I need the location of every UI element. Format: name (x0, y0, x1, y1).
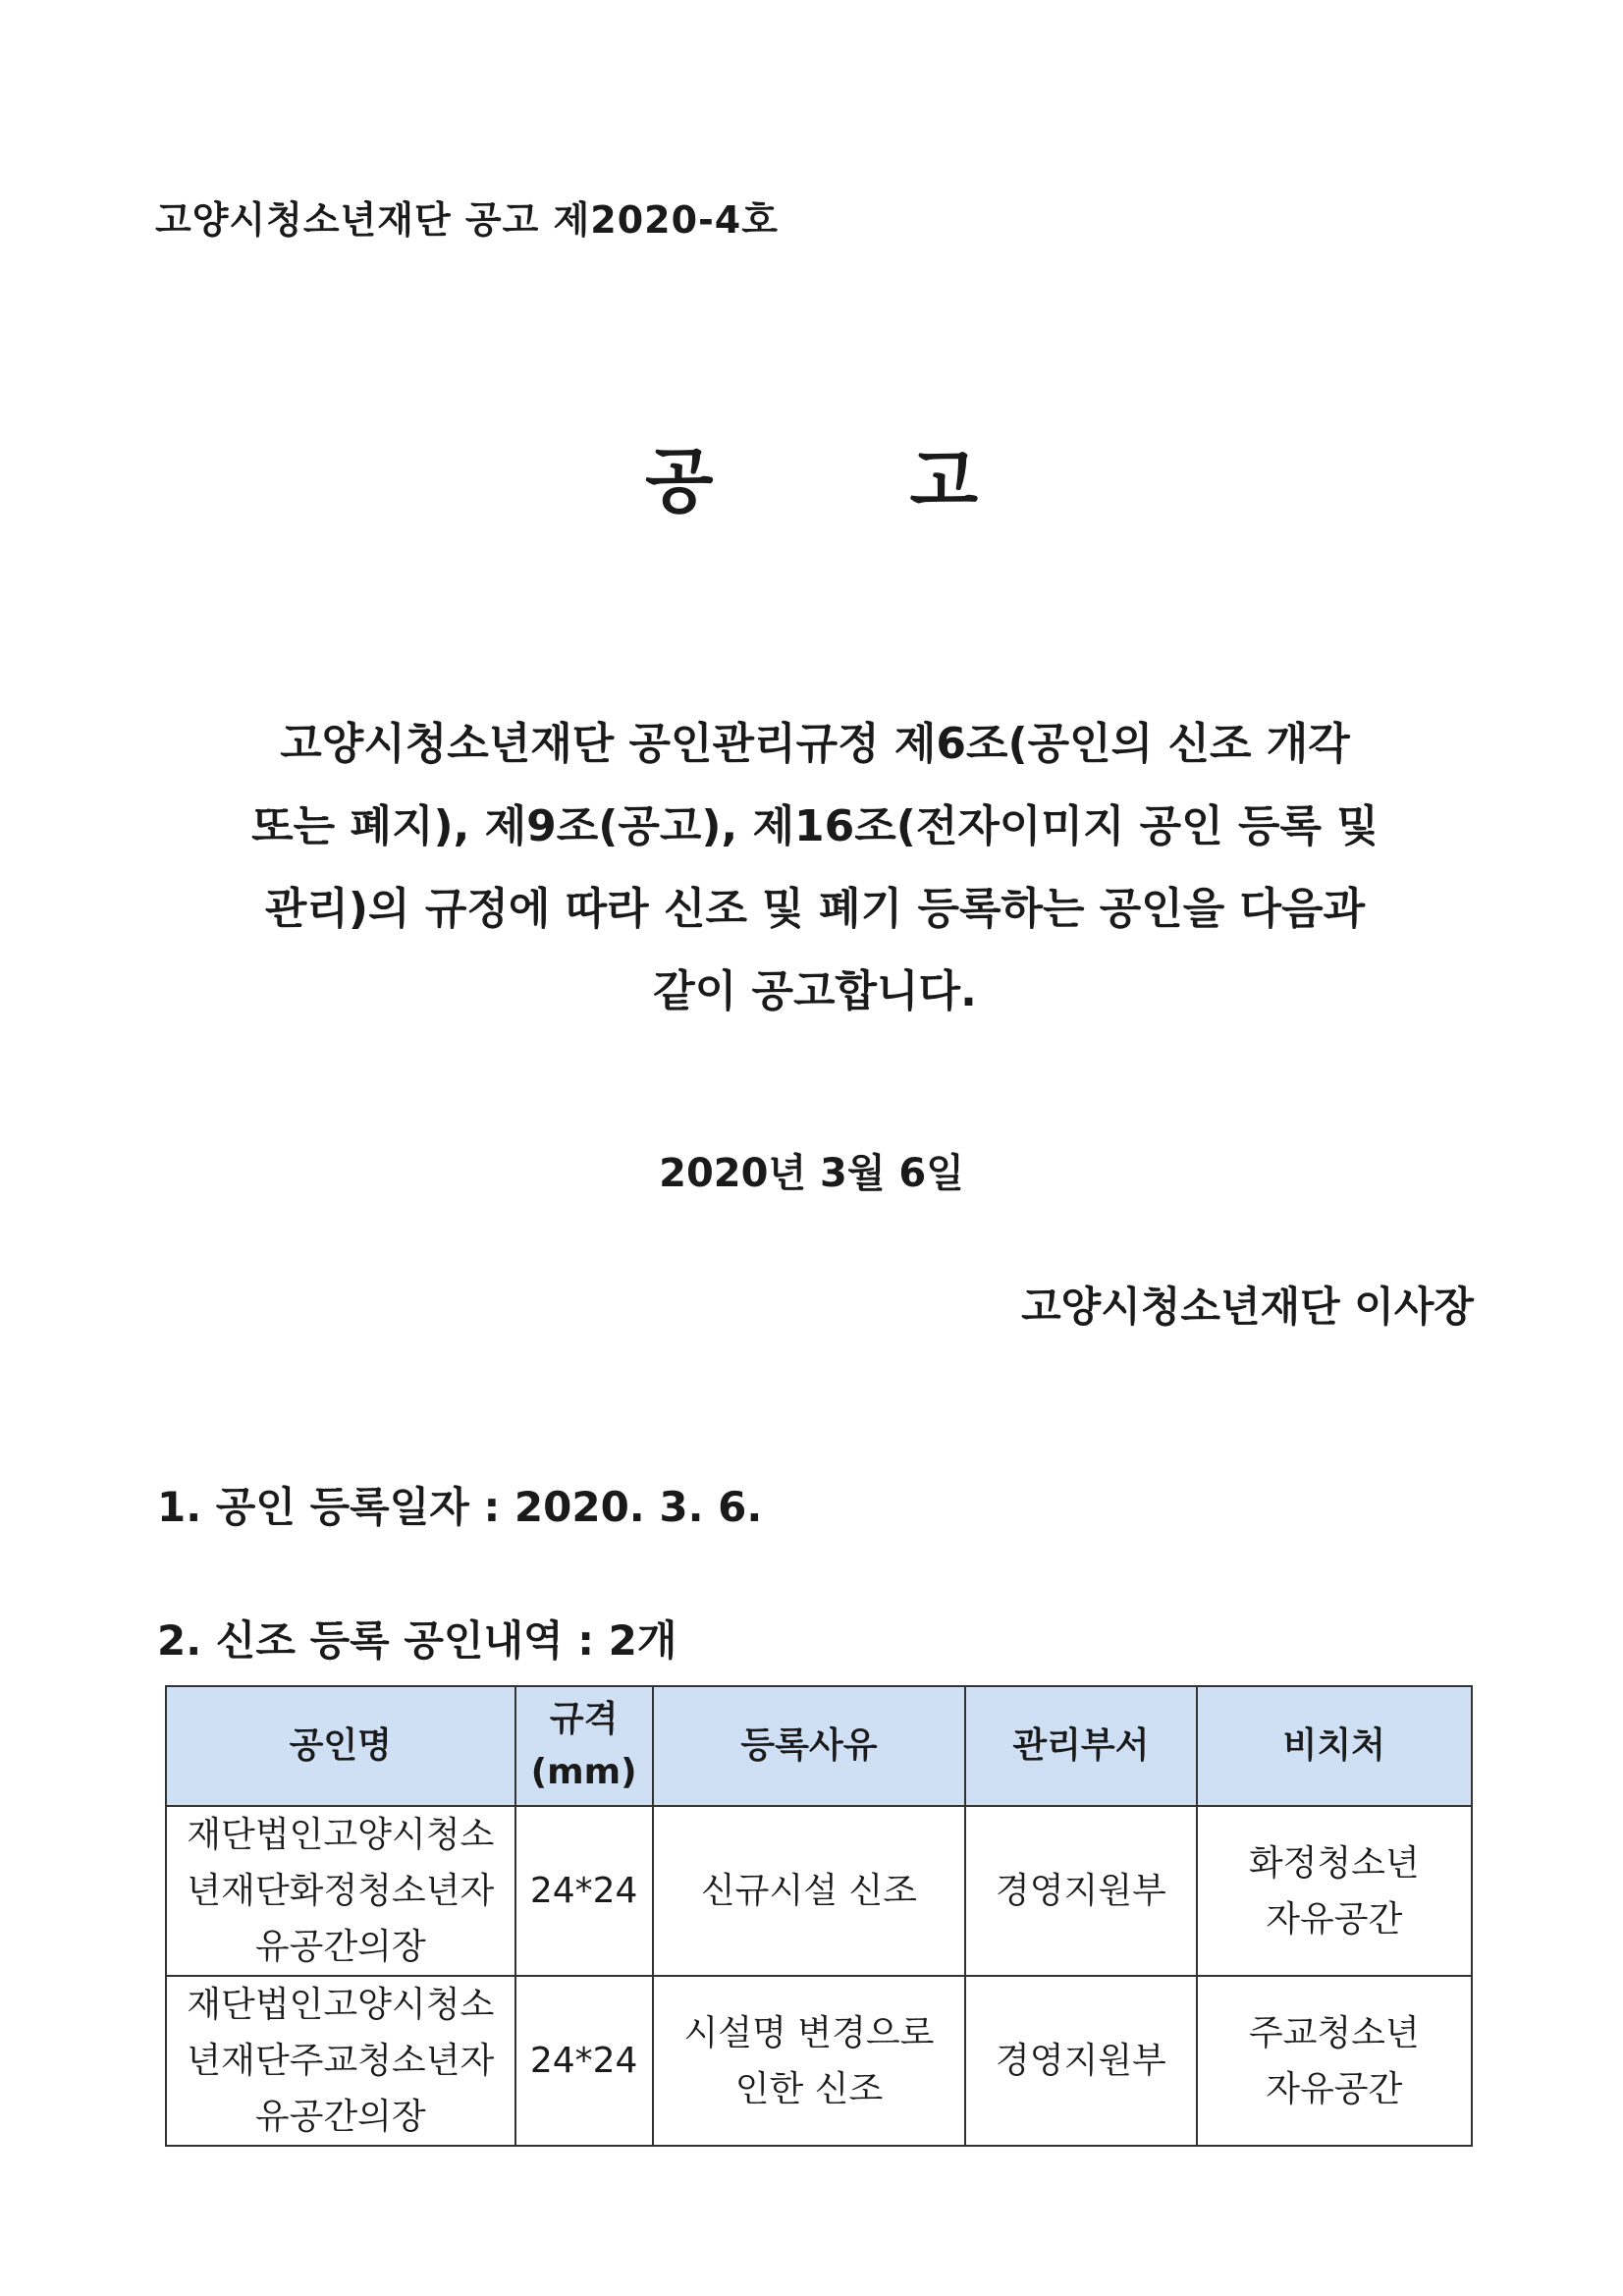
table-header-row (166, 1686, 1472, 1806)
seal-name-line: 재단법인고양시청소 (187, 1985, 495, 2025)
header-location: 비치처 (1197, 1686, 1472, 1806)
new-seal-list-item: 2. 신조 등록 공인내역 : 2개 (157, 1616, 677, 1665)
seal-registration-table (165, 1685, 1473, 2147)
location-line: 주교청소년 (1248, 2012, 1420, 2053)
header-size-unit: (mm) (530, 1752, 637, 1792)
registration-date-item: 1. 공인 등록일자 : 2020. 3. 6. (157, 1483, 763, 1531)
location-line: 자유공간 (1266, 1898, 1403, 1940)
reason-line: 인한 신조 (734, 2068, 884, 2109)
location-line: 자유공간 (1266, 2068, 1403, 2109)
reason-line: 신규시설 신조 (700, 1871, 918, 1911)
seal-name-line: 년재단주교청소년자 (187, 2041, 495, 2081)
announcement-body (157, 703, 1473, 1033)
body-line: 관리)의 규정에 따라 신조 및 폐기 등록하는 공인을 다음과 (264, 884, 1366, 934)
cell-seal-name (166, 1806, 515, 1976)
reason-line: 시설명 변경으로 (683, 2012, 935, 2053)
cell-location (1197, 1806, 1472, 1976)
cell-reason (653, 1806, 965, 1976)
header-size (515, 1686, 653, 1806)
announcement-date: 2020년 3월 6일 (659, 1151, 964, 1196)
announcement-number: 고양시청소년재단 공고 제2020-4호 (155, 198, 779, 242)
body-line: 고양시청소년재단 공인관리규정 제6조(공인의 신조 개각 (280, 719, 1350, 769)
cell-size: 24*24 (515, 1976, 653, 2146)
cell-size: 24*24 (515, 1806, 653, 1976)
cell-seal-name (166, 1976, 515, 2146)
signer: 고양시청소년재단 이사장 (1021, 1283, 1474, 1331)
header-seal-name: 공인명 (166, 1686, 515, 1806)
body-line: 같이 공고합니다. (653, 966, 977, 1016)
cell-department: 경영지원부 (965, 1806, 1196, 1976)
seal-name-line: 유공간의장 (254, 2097, 426, 2137)
cell-reason (653, 1976, 965, 2146)
page-title (0, 424, 1623, 526)
title-char-right: 고 (909, 440, 979, 522)
table-row (166, 1806, 1472, 1976)
seal-name-line: 년재단화정청소년자 (187, 1871, 495, 1911)
header-reason: 등록사유 (653, 1686, 965, 1806)
table-row (166, 1976, 1472, 2146)
cell-department: 경영지원부 (965, 1976, 1196, 2146)
title-char-left: 공 (644, 440, 714, 522)
header-department: 관리부서 (965, 1686, 1196, 1806)
body-line: 또는 폐지), 제9조(공고), 제16조(전자이미지 공인 등록 및 (251, 801, 1379, 851)
location-line: 화정청소년 (1248, 1842, 1420, 1884)
seal-name-line: 유공간의장 (254, 1927, 426, 1967)
header-size-line: 규격 (549, 1699, 619, 1739)
cell-location (1197, 1976, 1472, 2146)
seal-name-line: 재단법인고양시청소 (187, 1815, 495, 1855)
